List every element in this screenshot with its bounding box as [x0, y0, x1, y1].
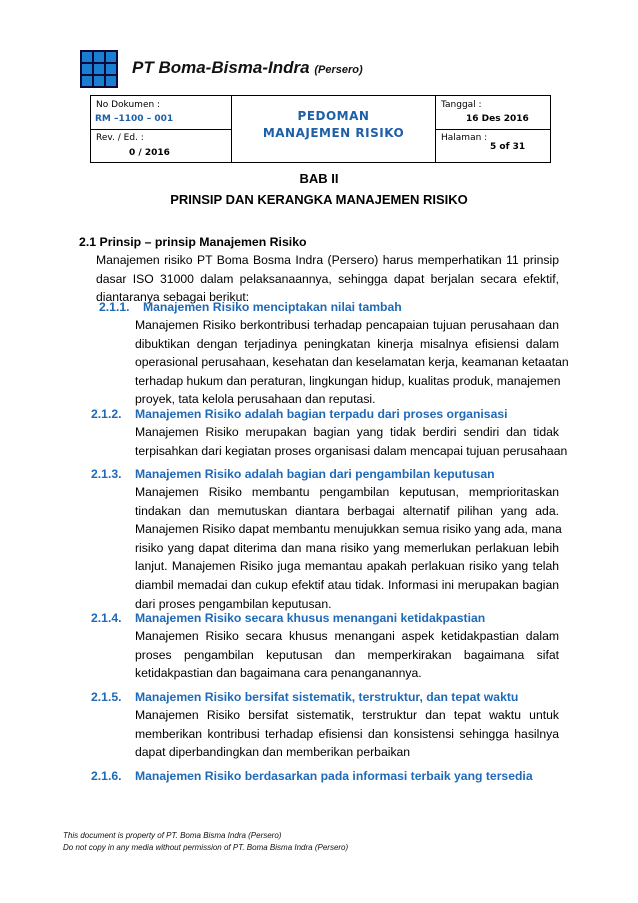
body-line: Manajemen Risiko secara khusus menangani aspek ketidakpastian dalam: [135, 629, 559, 643]
company-logo: [80, 50, 118, 88]
page-value: 5 of 31: [490, 142, 526, 152]
body-line: tindakan dan memutuskan diantara berbagai alternatif pilihan yang ada.: [135, 503, 559, 518]
subsection-heading: [91, 465, 495, 484]
subsection-title: Manajemen Risiko adalah bagian terpadu dari proses organisasi: [135, 407, 508, 421]
subsection-title: Manajemen Risiko bersifat sistematik, terstruktur, dan tepat waktu: [135, 690, 519, 704]
subsection-title: Manajemen Risiko menciptakan nilai tambah: [143, 300, 402, 314]
subsection-number: 2.1.3.: [91, 467, 122, 481]
divider: [435, 129, 550, 130]
intro-line: dasar ISO 31000 dalam pelaksanaannya, sehingga dapat berjalan secara efektif,: [96, 271, 559, 286]
subsection-heading: [91, 767, 533, 786]
company-name: [132, 58, 363, 78]
document-title: [232, 108, 435, 142]
subsection-heading: [91, 405, 508, 424]
title-line-2: MANAJEMEN RISIKO: [262, 126, 405, 140]
subsection-body: [135, 627, 559, 683]
intro-line: diantaranya sebagai berikut:: [96, 290, 250, 305]
chapter-number: BAB II: [299, 171, 339, 186]
body-line: lanjut. Manajemen Risiko juga memantau apakah perlakuan risiko yang telah: [135, 559, 559, 574]
footer-copy-notice: Do not copy in any media without permission of PT. Boma Bisma Indra (Persero): [63, 843, 349, 852]
body-line: ketidakpastian dan bagaimana cara penanganannya.: [135, 666, 422, 681]
subsection-title: Manajemen Risiko secara khusus menangani ketidakpastian: [135, 611, 486, 625]
subsection-body: [135, 316, 569, 409]
rev-label: Rev. / Ed. :: [96, 133, 144, 143]
subsection-heading: [91, 609, 485, 628]
body-line: Manajemen Risiko dapat membantu menujukkan semua risiko yang ada, mana: [135, 522, 562, 537]
body-line: operasional perusahaan, kesehatan dan keselamatan kerja, keamanan ketaatan: [135, 355, 569, 370]
subsection-number: 2.1.4.: [91, 611, 122, 625]
body-line: dibuktikan dengan terjadinya peningkatan kinerja misalnya efisiensi dalam: [135, 336, 559, 351]
subsection-body: [135, 423, 568, 460]
body-line: terpisahkan dari kegiatan proses organisasi dalam mencapai tujuan perusahaan: [135, 443, 568, 458]
subsection-number: 2.1.2.: [91, 407, 122, 421]
body-line: memberikan kontribusi terhadap efisiensi dan konsistensi sehingga hasilnya: [135, 726, 559, 741]
footer-property-notice: This document is property of PT. Boma Bisma Indra (Persero): [63, 831, 282, 840]
body-line: dari proses pengambilan keputusan.: [135, 596, 332, 611]
subsection-body: [135, 483, 562, 613]
subsection-number: 2.1.5.: [91, 690, 122, 704]
rev-value: 0 / 2016: [129, 148, 170, 158]
subsection-title: Manajemen Risiko berdasarkan pada informasi terbaik yang tersedia: [135, 769, 533, 783]
body-line: proses pengambilan keputusan dan memperkirakan bagaimana sifat: [135, 647, 559, 662]
subsection-title: Manajemen Risiko adalah bagian dari pengambilan keputusan: [135, 467, 495, 481]
body-line: Manajemen Risiko berkontribusi terhadap pencapaian tujuan perusahaan dan: [135, 318, 559, 332]
section-heading: 2.1 Prinsip – prinsip Manajemen Risiko: [79, 235, 307, 249]
divider: [91, 129, 232, 130]
subsection-number: 2.1.1.: [99, 300, 130, 314]
body-line: Manajemen Risiko membantu pengambilan keputusan, memprioritaskan: [135, 485, 559, 499]
doc-no-value: RM –1100 – 001: [95, 114, 174, 124]
subsection-heading: [99, 298, 402, 317]
body-line: proyek, tata kelola perusahaan dan reputasi.: [135, 392, 376, 407]
body-line: Manajemen Risiko bersifat sistematik, terstruktur dan tepat waktu untuk: [135, 708, 559, 722]
body-line: risiko yang dapat diterima dan mana risiko yang memerlukan perlakuan lebih: [135, 540, 559, 555]
subsection-number: 2.1.6.: [91, 769, 122, 783]
company-name-text: PT Boma-Bisma-Indra: [132, 58, 310, 77]
body-line: terhadap hukum dan peraturan, lingkungan hidup, kualitas produk, manajemen: [135, 373, 561, 388]
title-line-1: PEDOMAN: [297, 109, 370, 123]
document-header-table: [90, 95, 551, 163]
company-suffix: (Persero): [314, 64, 363, 76]
body-line: dapat diperbandingkan dan memberikan perbaikan: [135, 745, 411, 760]
subsection-body: [135, 706, 559, 762]
doc-no-label: No Dokumen :: [96, 100, 161, 110]
page-label: Halaman :: [441, 133, 488, 143]
intro-line: Manajemen risiko PT Boma Bosma Indra (Persero) harus memperhatikan 11 prinsip: [96, 253, 559, 267]
date-value: 16 Des 2016: [466, 114, 529, 124]
body-line: diambil memadai dan cukup efektif atau tidak. Informasi ini merupakan bagian: [135, 577, 559, 592]
body-line: Manajemen Risiko merupakan bagian yang tidak berdiri sendiri dan tidak: [135, 425, 559, 439]
chapter-title: PRINSIP DAN KERANGKA MANAJEMEN RISIKO: [170, 192, 468, 207]
date-label: Tanggal :: [441, 100, 482, 110]
subsection-heading: [91, 688, 518, 707]
